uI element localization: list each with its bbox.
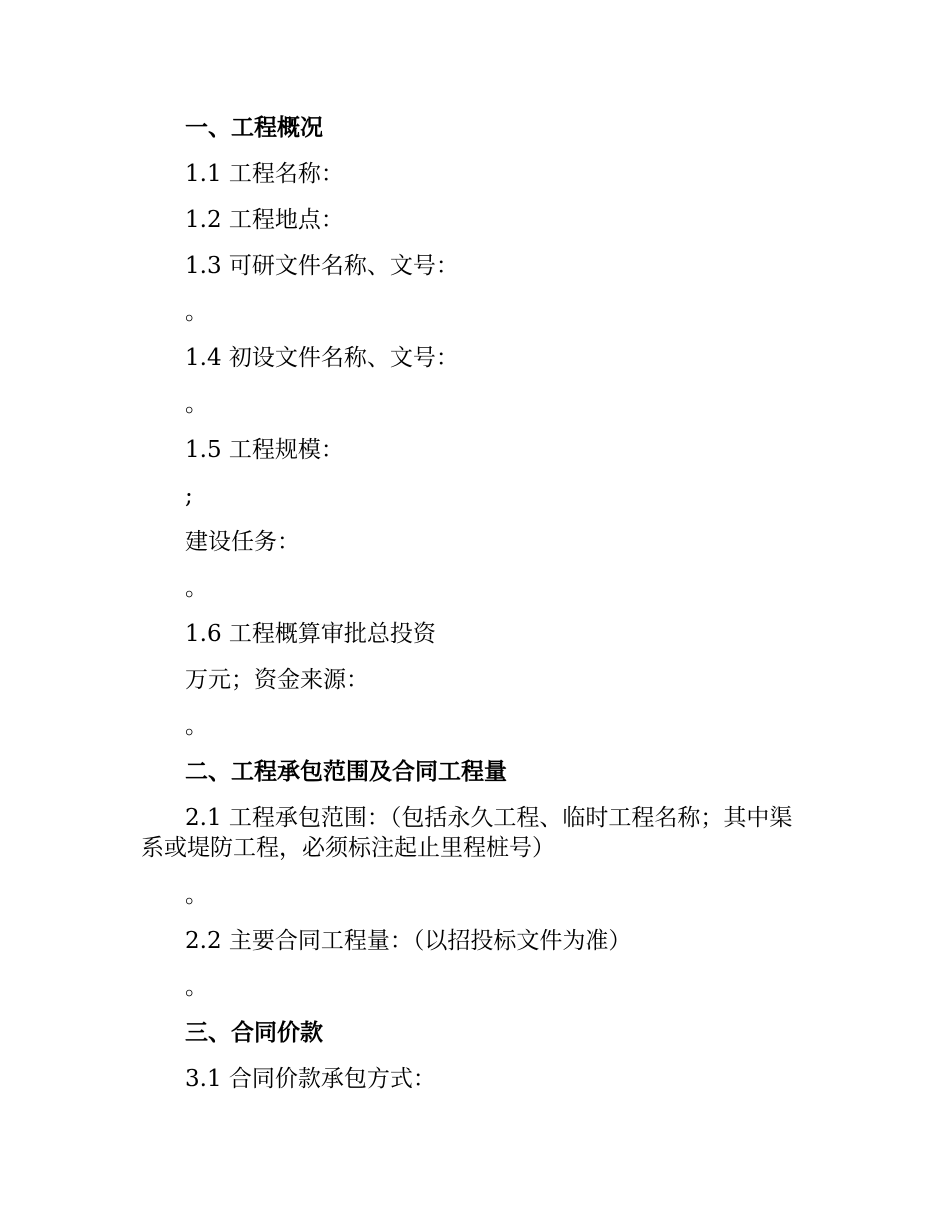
main-quantities-end: 。: [185, 974, 208, 1000]
project-scale-line: 1.5 工程规模：: [185, 437, 344, 463]
construction-task-line: 建设任务：: [185, 529, 300, 555]
contract-scope-paragraph: 2.1 工程承包范围：（包括永久工程、临时工程名称；其中渠系或堤防工程，必须标注起止里程桩号）: [141, 805, 793, 861]
section-2-heading: 二、工程承包范围及合同工程量: [185, 759, 507, 785]
preliminary-design-line: 1.4 初设文件名称、文号：: [185, 345, 459, 371]
section-3-heading: 三、合同价款: [185, 1020, 323, 1046]
main-quantities-line: 2.2 主要合同工程量：（以招投标文件为准）: [185, 928, 632, 954]
feasibility-doc-line: 1.3 可研文件名称、文号：: [185, 253, 459, 279]
feasibility-doc-end: 。: [185, 299, 208, 325]
funding-source-end: 。: [185, 713, 208, 739]
project-scale-end: ;: [185, 483, 193, 509]
contract-price-method-line: 3.1 合同价款承包方式：: [185, 1066, 436, 1092]
contract-scope-end: 。: [185, 882, 208, 908]
preliminary-design-end: 。: [185, 391, 208, 417]
project-name-line: 1.1 工程名称：: [185, 161, 344, 187]
project-location-line: 1.2 工程地点：: [185, 207, 344, 233]
total-investment-line: 1.6 工程概算审批总投资: [185, 621, 436, 647]
construction-task-end: 。: [185, 575, 208, 601]
section-1-heading: 一、工程概况: [185, 115, 323, 141]
funding-source-line: 万元；资金来源：: [185, 667, 369, 693]
